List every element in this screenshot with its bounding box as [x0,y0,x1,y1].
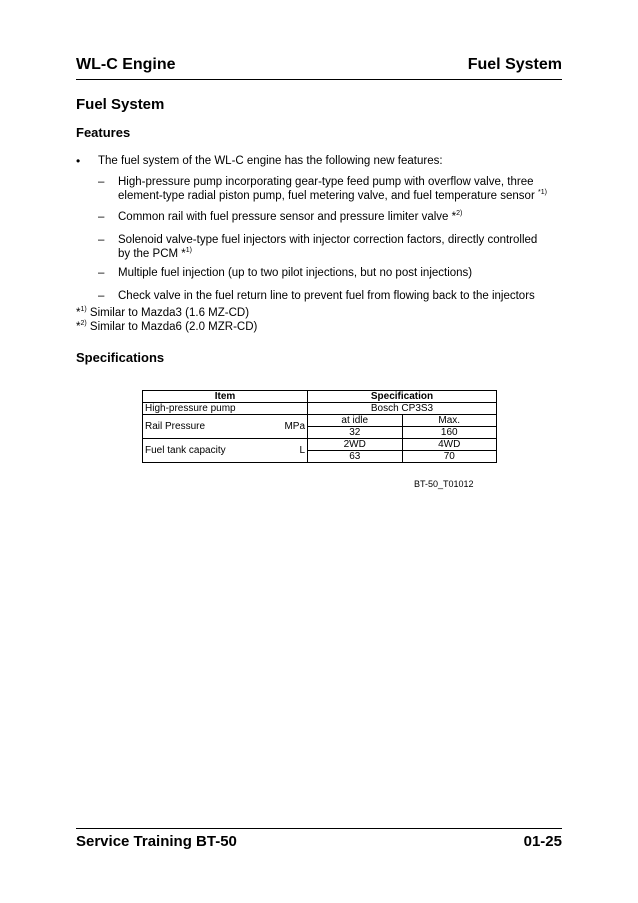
header-left: WL-C Engine [76,56,176,73]
page-header [76,56,562,78]
header-right: Fuel System [467,56,562,73]
page-title: Fuel System [76,96,165,113]
footnote-ref: *1) [537,189,547,197]
table-cell: MPa [277,415,308,439]
table-cell: L [277,439,308,463]
table-row [143,403,497,415]
footnote-ref: 2) [456,210,463,218]
dash-icon: – [98,176,105,188]
table-cell: at idle [308,415,403,427]
feature-text: Check valve in the fuel return line to prevent fuel from flowing back to the injectors [118,290,535,302]
specifications-table [142,390,497,463]
table-header-cell: Specification [308,391,497,403]
table-cell: 4WD [402,439,497,451]
table-cell: 2WD [308,439,403,451]
header-rule [76,79,562,80]
bullet-icon: • [76,154,81,168]
page-footer [76,833,562,853]
dash-icon: – [98,267,105,279]
features-heading: Features [76,125,131,140]
feature-text-cont: by the PCM * [118,248,186,260]
feature-text-cont: element-type radial piston pump, fuel metering valve, and fuel temperature sensor [118,190,538,202]
table-reference: BT-50_T01012 [414,479,474,489]
table-cell: Rail Pressure [143,415,277,439]
table-cell: Max. [402,415,497,427]
footnote: *$^{2)}$ Similar to Mazda6 (2.0 MZR-CD) [76,320,258,333]
dash-icon: – [98,211,105,223]
table-cell: Fuel tank capacity [143,439,277,463]
footer-left: Service Training BT-50 [76,833,237,850]
table-cell: 70 [402,451,497,463]
specifications-heading: Specifications [76,350,165,365]
feature-text: Solenoid valve-type fuel injectors with injector correction factors, directly controlled [118,234,538,246]
table-header-cell: Item [143,391,308,403]
footer-rule [76,828,562,829]
dash-icon: – [98,290,105,302]
table-header-row [143,391,497,403]
table-cell: 160 [402,427,497,439]
table-row [143,415,497,427]
dash-icon: – [98,234,105,246]
feature-text: Multiple fuel injection (up to two pilot injections, but no post injections) [118,267,473,279]
table-cell: 32 [308,427,403,439]
table-cell: 63 [308,451,403,463]
footnote-ref: 1) [185,247,192,255]
footnote: *$^{1)}$ Similar to Mazda3 (1.6 MZ-CD) [76,306,250,319]
table-cell: Bosch CP3S3 [308,403,497,415]
feature-text: High-pressure pump incorporating gear-type feed pump with overflow valve, three [118,176,534,188]
page-number: 01-25 [523,833,562,850]
table-row [143,439,497,451]
table-cell: High-pressure pump [143,403,308,415]
feature-text: Common rail with fuel pressure sensor and pressure limiter valve * [118,211,457,223]
features-intro-text: The fuel system of the WL-C engine has the following new features: [98,155,443,167]
